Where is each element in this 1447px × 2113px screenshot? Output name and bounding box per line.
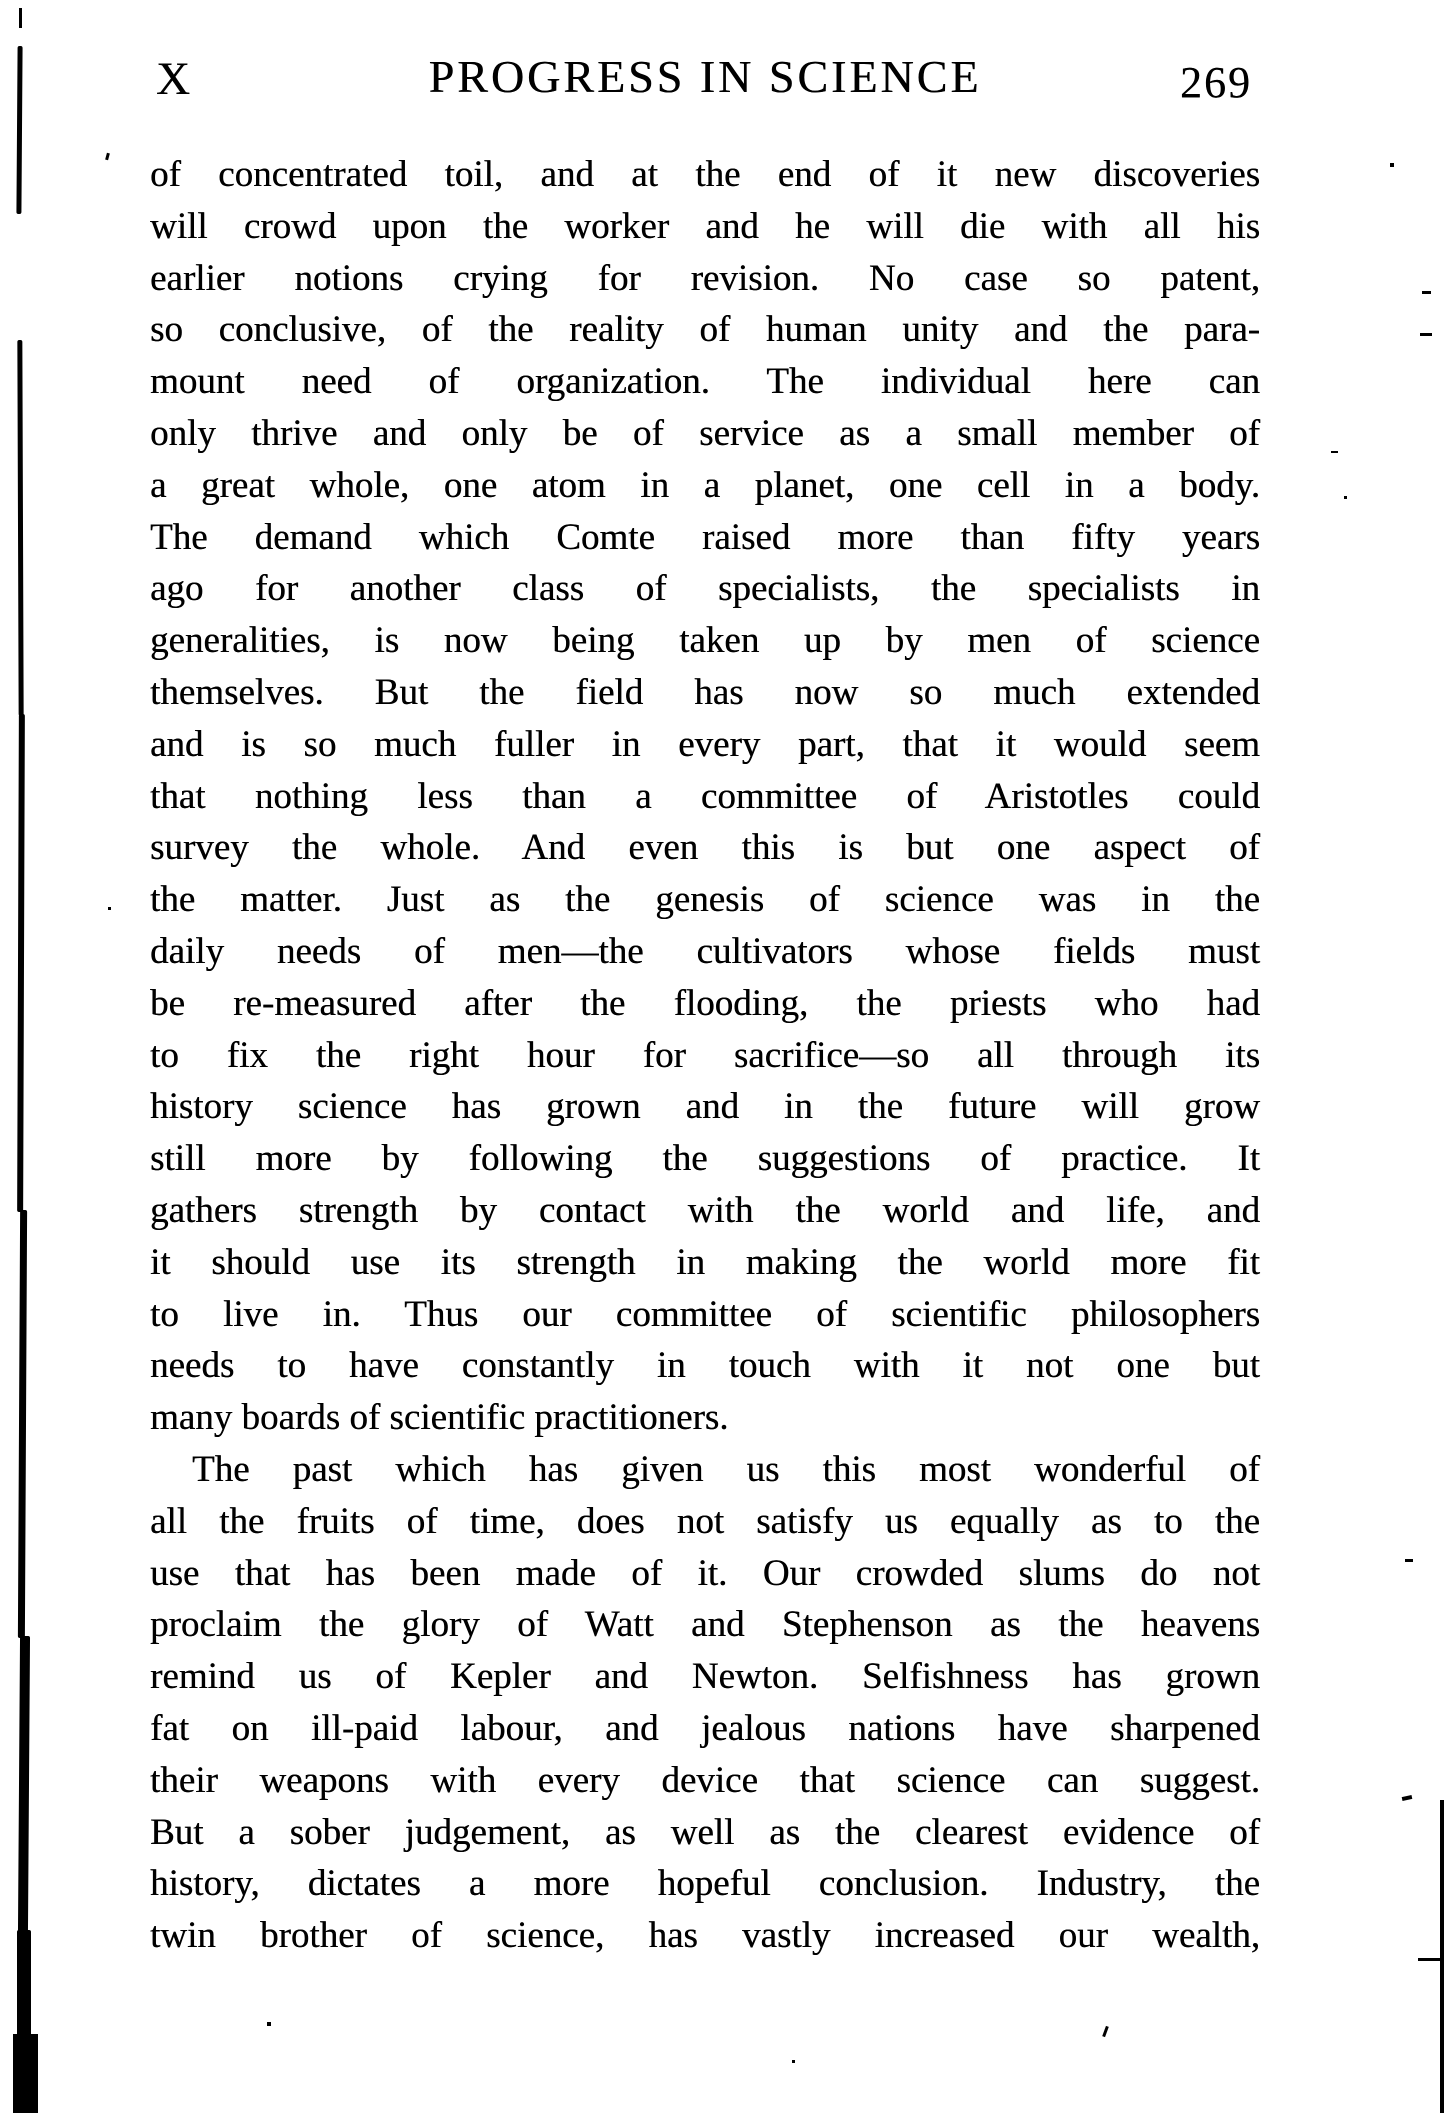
text-line: proclaim the glory of Watt and Stephenson as the heavens	[150, 1604, 1260, 1646]
text-line: earlier notions crying for revision. No case so patent,	[150, 257, 1260, 299]
ink-speck	[1344, 496, 1347, 499]
text-line: to live in. Thus our committee of scientific philosophers	[150, 1293, 1260, 1335]
binding-shadow-segment	[18, 1636, 30, 1932]
text-line: to fix the right hour for sacrifice—so all through its	[150, 1034, 1260, 1076]
text-line: so conclusive, of the reality of human unity and the para-	[150, 309, 1260, 351]
text-line: The past which has given us this most wonderful of	[192, 1448, 1260, 1490]
page-title: PROGRESS IN SCIENCE	[428, 51, 982, 102]
text-line: history, dictates a more hopeful conclusion. Industry, the	[150, 1863, 1260, 1905]
ink-speck	[1390, 163, 1394, 167]
text-line: that nothing less than a committee of Aristotles could	[150, 775, 1260, 817]
text-line: gathers strength by contact with the world and life, and	[150, 1189, 1260, 1231]
text-line: of concentrated toil, and at the end of it new discoveries	[150, 154, 1260, 195]
binding-shadow-segment	[18, 1210, 27, 1638]
text-line: history science has grown and in the future will grow	[150, 1086, 1260, 1128]
paragraph-1	[150, 149, 1260, 1444]
binding-shadow-segment	[17, 1930, 31, 2038]
ink-speck	[108, 907, 111, 910]
text-line: fat on ill-paid labour, and jealous nations have sharpened	[150, 1707, 1260, 1749]
text-line: survey the whole. And even this is but one aspect of	[150, 827, 1260, 869]
text-line: the matter. Just as the genesis of science was in the	[150, 879, 1260, 921]
page-number: 269	[1180, 58, 1252, 107]
binding-shadow-segment	[16, 46, 22, 214]
ink-speck	[1418, 1958, 1442, 1961]
ink-speck	[267, 2022, 271, 2026]
ink-speck	[1422, 291, 1431, 294]
text-line: many boards of scientific practitioners.	[150, 1397, 729, 1439]
text-line: remind us of Kepler and Newton. Selfishness has grown	[150, 1656, 1260, 1698]
chapter-numeral: X	[156, 53, 191, 105]
binding-shadow-segment	[19, 8, 22, 28]
ink-speck	[1402, 1795, 1413, 1801]
running-header	[150, 48, 1260, 108]
ink-speck	[1331, 451, 1338, 453]
text-line: generalities, is now being taken up by men of science	[150, 620, 1260, 662]
text-line: mount need of organization. The individual here can	[150, 361, 1260, 403]
text-line: and is so much fuller in every part, that it would seem	[150, 723, 1260, 765]
text-line: be re-measured after the flooding, the priests who had	[150, 982, 1260, 1024]
text-line: needs to have constantly in touch with it not one but	[150, 1345, 1260, 1387]
binding-shadow-segment	[17, 714, 25, 1212]
text-line: ago for another class of specialists, the specialists in	[150, 568, 1260, 610]
text-line: But a sober judgement, as well as the clearest evidence of	[150, 1811, 1260, 1853]
text-line: it should use its strength in making the world more fit	[150, 1241, 1260, 1283]
binding-shadow-segment	[13, 2034, 38, 2113]
text-line: only thrive and only be of service as a small member of	[150, 412, 1260, 454]
text-line: still more by following the suggestions of practice. It	[150, 1138, 1260, 1180]
text-line: a great whole, one atom in a planet, one cell in a body.	[150, 464, 1260, 506]
ink-speck	[1405, 1559, 1413, 1562]
ink-speck	[1420, 333, 1432, 336]
page-body	[150, 149, 1260, 1962]
text-line: will crowd upon the worker and he will die with all his	[150, 205, 1260, 247]
ink-speck	[105, 153, 110, 161]
text-line: twin brother of science, has vastly increased our wealth,	[150, 1915, 1260, 1957]
text-line: all the fruits of time, does not satisfy us equally as to the	[150, 1500, 1260, 1542]
text-line: daily needs of men—the cultivators whose fields must	[150, 930, 1260, 972]
text-line: their weapons with every device that science can suggest.	[150, 1759, 1260, 1801]
ink-speck	[792, 2060, 795, 2063]
paragraph-2	[150, 1444, 1260, 1962]
text-line: themselves. But the field has now so much extended	[150, 671, 1260, 713]
text-line: use that has been made of it. Our crowded slums do not	[150, 1552, 1260, 1594]
ink-speck	[1102, 2026, 1109, 2037]
binding-shadow-segment	[17, 340, 23, 716]
page-edge-line	[1440, 1800, 1444, 2113]
text-line: The demand which Comte raised more than fifty years	[150, 516, 1260, 558]
